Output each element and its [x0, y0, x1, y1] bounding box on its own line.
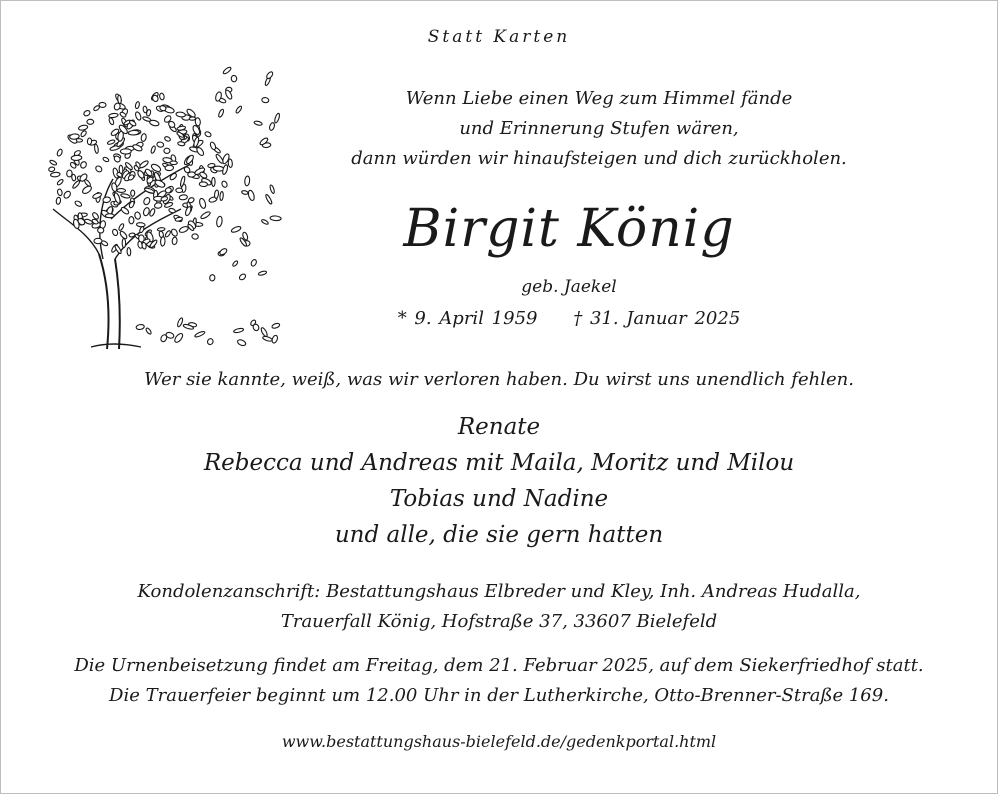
family-member: Renate — [457, 414, 541, 440]
website-link[interactable]: www.bestattungshaus-bielefeld.de/gedenkportal.html — [281, 732, 717, 751]
ceremony-line: Die Trauerfeier beginnt um 12.00 Uhr in der Lutherkirche, Otto-Brenner-Straße 169. — [109, 685, 889, 706]
address-line: Trauerfall König, Hofstraße 37, 33607 Bielefeld — [280, 611, 718, 632]
statt-karten: Statt Karten — [427, 27, 571, 47]
deceased-name: Birgit König — [403, 199, 735, 259]
life-dates — [141, 308, 997, 329]
poem-line: und Erinnerung Stufen wären, — [459, 118, 739, 139]
family-member: Rebecca und Andreas mit Maila, Moritz und Milou — [203, 450, 795, 476]
ceremony-info — [1, 651, 997, 711]
poem-line: dann würden wir hinaufsteigen und dich zurückholen. — [351, 148, 847, 169]
ceremony-line: Die Urnenbeisetzung findet am Freitag, dem 21. Februar 2025, auf dem Siekerfriedhof statt. — [74, 655, 924, 676]
poem-line: Wenn Liebe einen Weg zum Himmel fände — [405, 88, 793, 109]
family-member: Tobias und Nadine — [389, 486, 609, 512]
death-date: † 31. Januar 2025 — [573, 308, 741, 329]
family-member: und alle, die sie gern hatten — [334, 522, 664, 548]
condolence-address — [1, 577, 997, 637]
birth-name: geb. Jaekel — [521, 277, 617, 297]
poem — [201, 84, 997, 174]
family-list — [1, 409, 997, 553]
memorial-quote: Wer sie kannte, weiß, was wir verloren haben. Du wirst uns unendlich fehlen. — [144, 369, 854, 390]
address-line: Kondolenzanschrift: Bestattungshaus Elbreder und Kley, Inh. Andreas Hudalla, — [137, 581, 861, 602]
birth-date: * 9. April 1959 — [397, 308, 538, 329]
